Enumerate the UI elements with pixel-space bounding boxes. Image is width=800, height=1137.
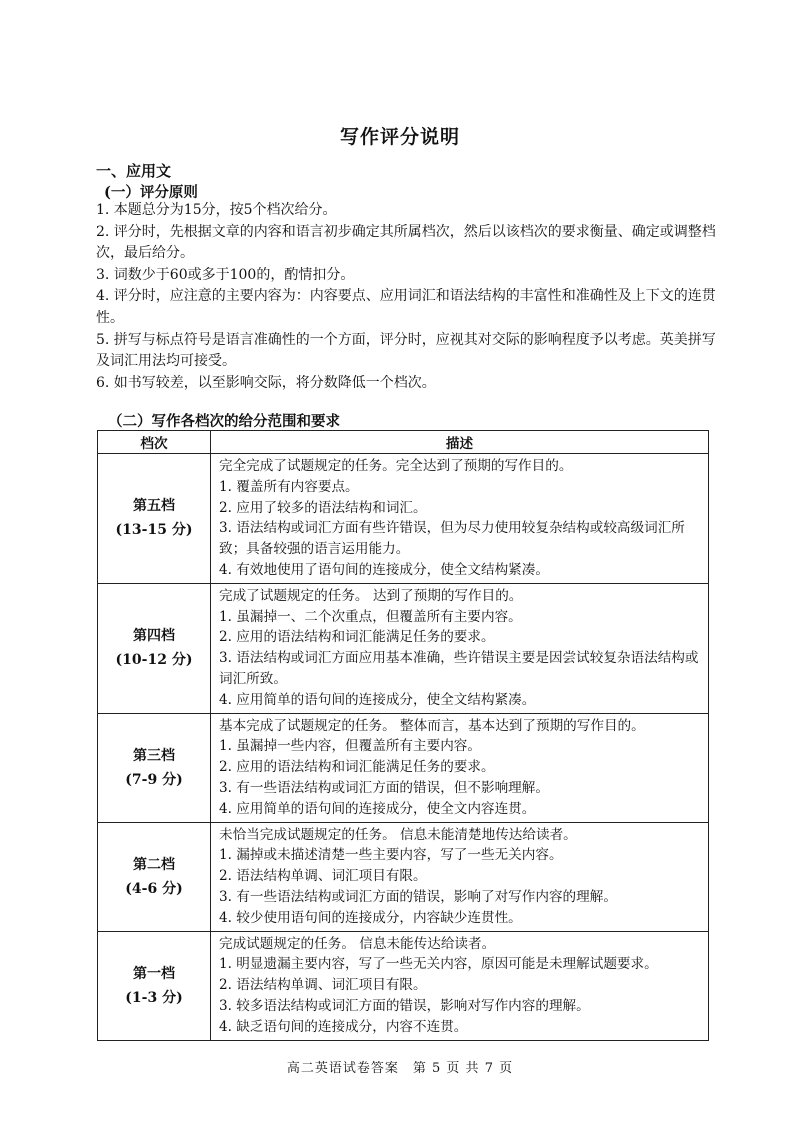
description-line: 4. 应用简单的语句间的连接成分，使全文结构紧凑。 xyxy=(219,691,536,708)
description-line: 1. 覆盖所有内容要点。 xyxy=(219,478,359,495)
description-line: 4. 应用简单的语句间的连接成分，使全文内容连贯。 xyxy=(219,800,536,817)
description-cell xyxy=(211,583,709,713)
description-line: 完成试题规定的任务。 信息未能传达给读者。 xyxy=(219,935,496,952)
column-header-level: 档次 xyxy=(98,431,211,454)
description-cell xyxy=(211,713,709,822)
principle-item: 1. 本题总分为15分，按5个档次给分。 xyxy=(96,202,337,218)
description-line: 2. 应用的语法结构和词汇能满足任务的要求。 xyxy=(219,759,495,776)
description-line: 完全完成了试题规定的任务。完全达到了预期的写作目的。 xyxy=(219,458,573,474)
description-line: 基本完成了试题规定的任务。 整体而言，基本达到了预期的写作目的。 xyxy=(219,717,645,734)
level-score-range: (10-12 分) xyxy=(115,652,193,669)
level-cell xyxy=(98,713,211,822)
principle-item: 2. 评分时，先根据文章的内容和语言初步确定其所属档次，然后以该档次的要求衡量、确定或调整档次，最后给分。 xyxy=(96,223,716,262)
table-row xyxy=(98,454,709,584)
level-name: 第五档 xyxy=(133,498,175,515)
description-line: 1. 明显遗漏主要内容，写了一些无关内容，原因可能是未理解试题要求。 xyxy=(219,956,658,973)
level-score-range: (7-9 分) xyxy=(125,771,183,788)
description-line: 3. 语法结构或词汇方面应用基本准确，些许错误主要是因尝试较复杂语法结构或词汇所致。 xyxy=(219,650,699,687)
description-line: 4. 较少使用语句间的连接成分，内容缺少连贯性。 xyxy=(219,909,522,926)
table-row xyxy=(98,713,709,822)
page-footer: 高二英语试卷答案 第 5 页 共 7 页 xyxy=(286,1061,514,1076)
description-cell xyxy=(211,454,709,584)
scoring-principles-list xyxy=(96,200,716,394)
level-cell xyxy=(98,931,211,1040)
principle-item: 6. 如书写较差，以至影响交际，将分数降低一个档次。 xyxy=(96,374,436,391)
description-cell xyxy=(211,931,709,1040)
description-line: 1. 漏掉或未描述清楚一些主要内容，写了一些无关内容。 xyxy=(219,847,563,864)
level-name: 第三档 xyxy=(133,747,175,764)
level-cell xyxy=(98,454,211,584)
description-line: 4. 缺乏语句间的连接成分，内容不连贯。 xyxy=(219,1018,468,1035)
description-cell xyxy=(211,822,709,931)
table-row xyxy=(98,822,709,931)
description-line: 2. 应用的语法结构和词汇能满足任务的要求。 xyxy=(219,629,495,646)
section-heading-practical-writing: 一、应用文 xyxy=(96,162,172,180)
level-score-range: (13-15 分) xyxy=(115,522,193,539)
description-line: 未恰当完成试题规定的任务。 信息未能清楚地传达给读者。 xyxy=(219,826,577,843)
column-header-description: 描述 xyxy=(211,431,709,454)
level-cell xyxy=(98,822,211,931)
description-line: 3. 有一些语法结构或词汇方面的错误，但不影响理解。 xyxy=(219,779,549,796)
level-name: 第四档 xyxy=(133,628,175,645)
table-header-row xyxy=(98,431,709,454)
sub-heading-grading-levels: （二）写作各档次的给分范围和要求 xyxy=(108,413,340,430)
description-line: 完成了试题规定的任务。 达到了预期的写作目的。 xyxy=(219,587,523,604)
principle-item: 3. 词数少于60或多于100的，酌情扣分。 xyxy=(96,266,355,283)
level-name: 第一档 xyxy=(133,965,175,982)
description-line: 2. 语法结构单调、词汇项目有限。 xyxy=(219,977,427,994)
table-row xyxy=(98,931,709,1040)
level-name: 第二档 xyxy=(133,856,175,873)
grading-levels-table xyxy=(97,430,709,1041)
description-line: 1. 虽漏掉一、二个次重点，但覆盖所有主要内容。 xyxy=(219,608,522,625)
description-line: 3. 语法结构或词汇方面有些许错误，但为尽力使用较复杂结构或较高级词汇所致；具备较强的语言运用能力。 xyxy=(219,520,685,558)
description-line: 4. 有效地使用了语句间的连接成分，使全文结构紧凑。 xyxy=(219,561,549,578)
principle-item: 5. 拼写与标点符号是语言准确性的一个方面，评分时，应视其对交际的影响程度予以考虑。英美拼写及词汇用法均可接受。 xyxy=(96,331,716,370)
description-line: 2. 应用了较多的语法结构和词汇。 xyxy=(219,499,427,516)
description-line: 1. 虽漏掉一些内容，但覆盖所有主要内容。 xyxy=(219,738,481,755)
description-line: 3. 较多语法结构或词汇方面的错误，影响对写作内容的理解。 xyxy=(219,997,590,1014)
level-score-range: (1-3 分) xyxy=(125,989,183,1006)
description-line: 2. 语法结构单调、词汇项目有限。 xyxy=(219,868,427,885)
sub-heading-scoring-principles: (一）评分原则 xyxy=(104,184,198,201)
level-score-range: (4-6 分) xyxy=(125,880,183,897)
principle-item: 4. 评分时，应注意的主要内容为：内容要点、应用词汇和语法结构的丰富性和准确性及上下文的连贯性。 xyxy=(96,288,716,326)
table-row xyxy=(98,583,709,713)
page-title: 写作评分说明 xyxy=(339,126,460,148)
description-line: 3. 有一些语法结构或词汇方面的错误，影响了对写作内容的理解。 xyxy=(219,888,617,905)
level-cell xyxy=(98,583,211,713)
